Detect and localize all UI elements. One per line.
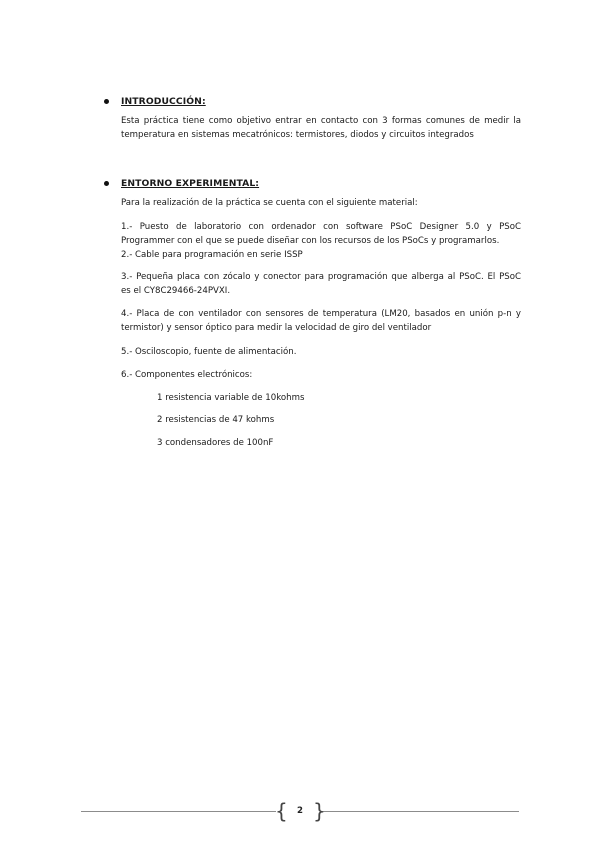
environment-lead: Para la realización de la práctica se cuenta con el siguiente material: <box>121 198 418 208</box>
environment-heading: ENTORNO EXPERIMENTAL: <box>121 178 260 189</box>
list-item-1-cont: Programmer con el que se puede diseñar con los recursos de los PSoCs y programarlos. <box>121 236 500 246</box>
list-item-4-cont: termistor) y sensor óptico para medir la velocidad de giro del ventilador <box>121 323 432 333</box>
component-item: 1 resistencia variable de 10kohms <box>157 393 305 403</box>
component-item: 2 resistencias de 47 kohms <box>157 415 275 425</box>
list-item-6: 6.- Componentes electrónicos: <box>121 370 253 380</box>
page-number: 2 <box>297 806 303 816</box>
intro-heading: INTRODUCCIÓN: <box>121 96 206 107</box>
intro-paragraph-line: Esta práctica tiene como objetivo entrar en contacto con 3 formas comunes de medir la <box>121 116 521 126</box>
list-item-3-cont: es el CY8C29466-24PVXI. <box>121 286 231 296</box>
environment-section <box>104 178 524 448</box>
footer-brace-left: { <box>275 799 288 823</box>
list-item-3: 3.- Pequeña placa con zócalo y conector para programación que alberga al PSoC. El PSoC <box>121 272 521 282</box>
component-item: 3 condensadores de 100nF <box>157 438 274 448</box>
intro-paragraph-line: temperatura en sistemas mecatrónicos: termistores, diodos y circuitos integrados <box>121 130 474 140</box>
bullet-icon <box>104 181 109 186</box>
footer-brace-right: } <box>313 799 326 823</box>
footer-rule-left <box>81 811 276 812</box>
intro-section <box>104 96 524 140</box>
list-item-1: 1.- Puesto de laboratorio con ordenador con software PSoC Designer 5.0 y PSoC <box>121 222 521 232</box>
list-item-2: 2.- Cable para programación en serie ISSP <box>121 250 303 260</box>
list-item-4: 4.- Placa de con ventilador con sensores de temperatura (LM20, basados en unión p-n y <box>121 309 521 319</box>
bullet-icon <box>104 99 109 104</box>
footer-rule-right <box>323 811 519 812</box>
list-item-5: 5.- Osciloscopio, fuente de alimentación. <box>121 347 297 357</box>
